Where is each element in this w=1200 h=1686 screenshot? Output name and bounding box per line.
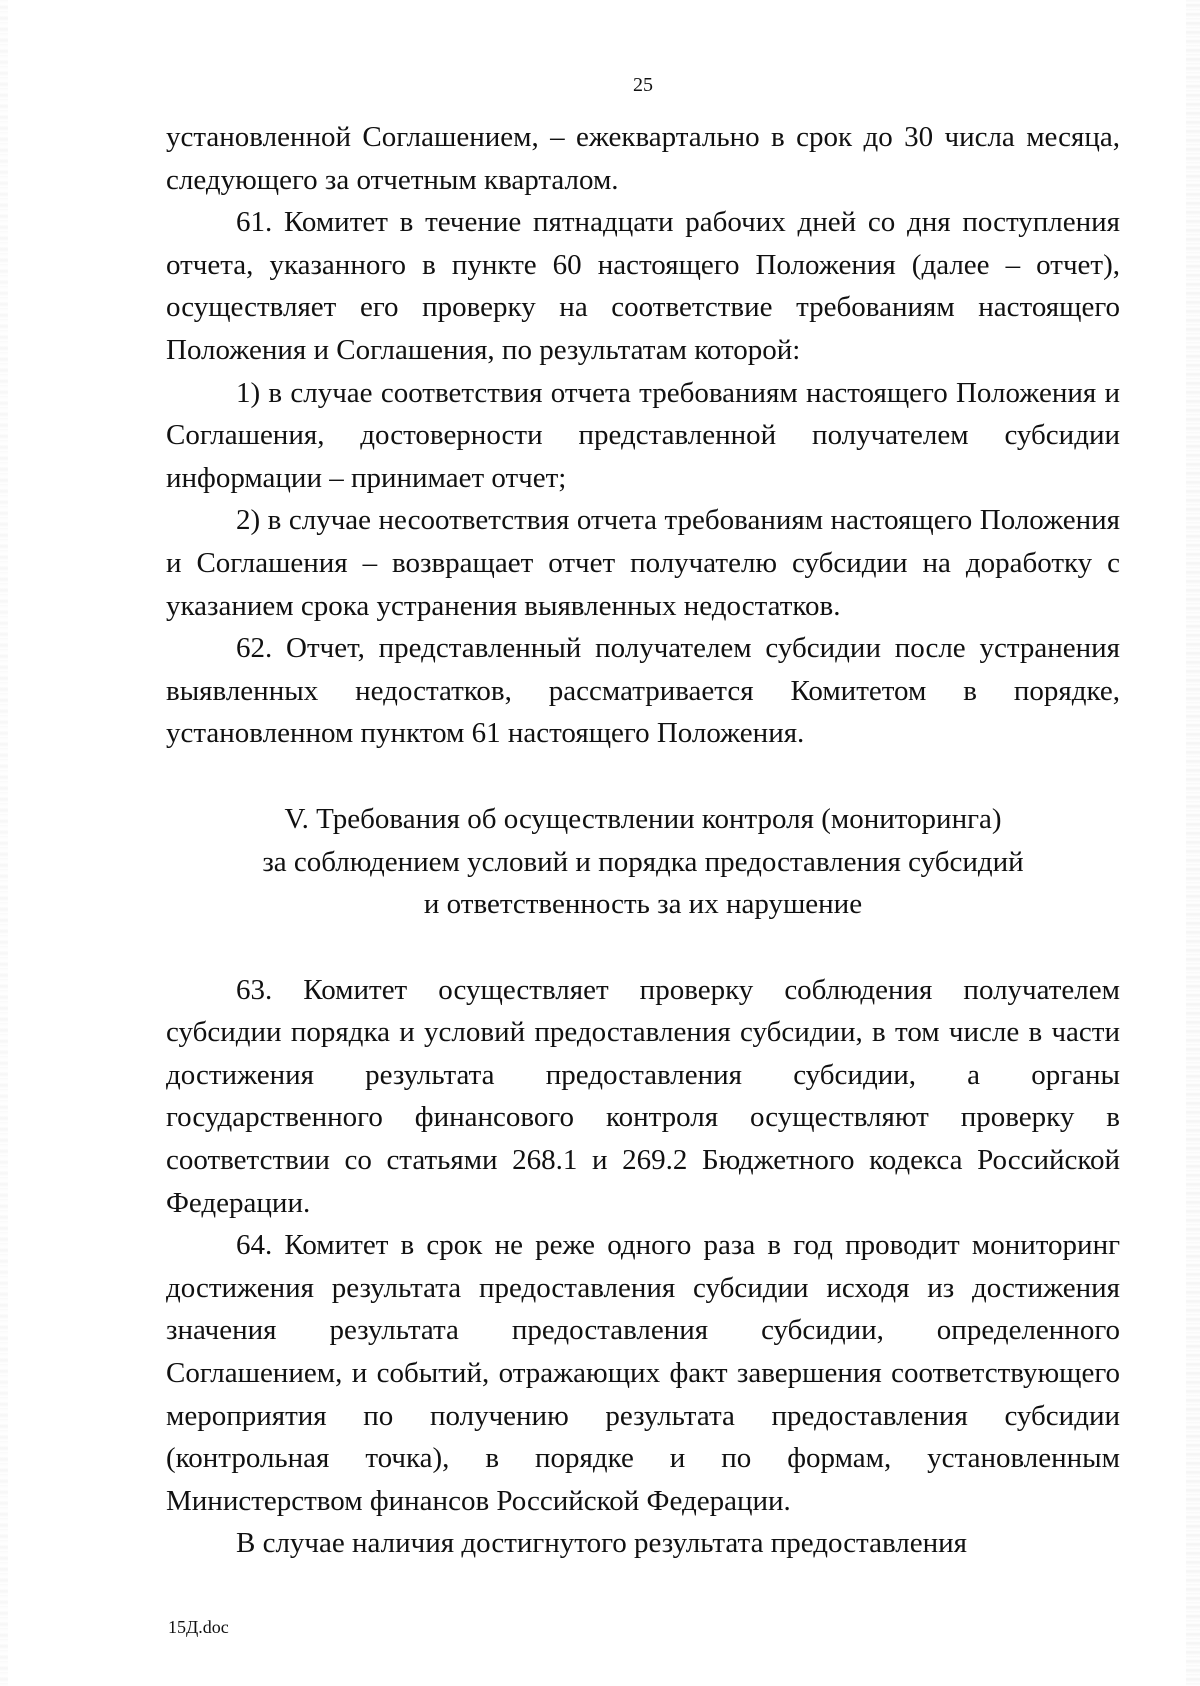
paragraph-61: 61. Комитет в течение пятнадцати рабочих дней со дня поступления отчета, указанного в пункте 60 настоящего Положения (далее – отчет), осуществляет его проверку на соответствие требованиям настоящего Положения и Соглашения, по результатам которой: (166, 206, 1120, 366)
document-body (166, 116, 1120, 1565)
paragraph-61-item-1: 1) в случае соответствия отчета требованиям настоящего Положения и Соглашения, достоверности представленной получателем субсидии информации – принимает отчет; (166, 376, 1120, 494)
paragraph-64: 64. Комитет в срок не реже одного раза в год проводит мониторинг достижения результата предоставления субсидии исходя из достижения значения результата предоставления субсидии, определенного Соглашением, и событий, отражающих факт завершения соответствующего мероприятия по получению результата предоставления субсидии (контрольная точка), в порядке и по формам, установленным Министерством финансов Российской Федерации. (166, 1229, 1120, 1517)
scan-edge-right (1186, 0, 1200, 1686)
page-number: 25 (633, 74, 653, 96)
paragraph-continuation: установленной Соглашением, – ежеквартально в срок до 30 числа месяца, следующего за отчетным кварталом. (166, 121, 1120, 196)
section-heading-line-1: V. Требования об осуществлении контроля (мониторинга) (284, 802, 1002, 835)
footer-filename: 15Д.doc (168, 1617, 229, 1637)
paragraph-64-continuation: В случае наличия достигнутого результата предоставления (236, 1527, 967, 1560)
section-heading-line-3: и ответственность за их нарушение (423, 888, 863, 921)
paragraph-62: 62. Отчет, представленный получателем субсидии после устранения выявленных недостатков, рассматривается Комитетом в порядке, установленном пунктом 61 настоящего Положения. (166, 632, 1120, 750)
section-heading (166, 798, 1120, 926)
paragraph-61-item-2: 2) в случае несоответствия отчета требованиям настоящего Положения и Соглашения – возвращает отчет получателю субсидии на доработку с указанием срока устранения выявленных недостатков. (166, 504, 1120, 622)
section-heading-line-2: за соблюдением условий и порядка предоставления субсидий (262, 845, 1024, 878)
scan-edge-left (0, 0, 8, 1686)
paragraph-63: 63. Комитет осуществляет проверку соблюдения получателем субсидии порядка и условий предоставления субсидии, в том числе в части достижения результата предоставления субсидии, а органы государственного финансового контроля осуществляют проверку в соответствии со статьями 268.1 и 269.2 Бюджетного кодекса Российской Федерации. (166, 973, 1120, 1219)
